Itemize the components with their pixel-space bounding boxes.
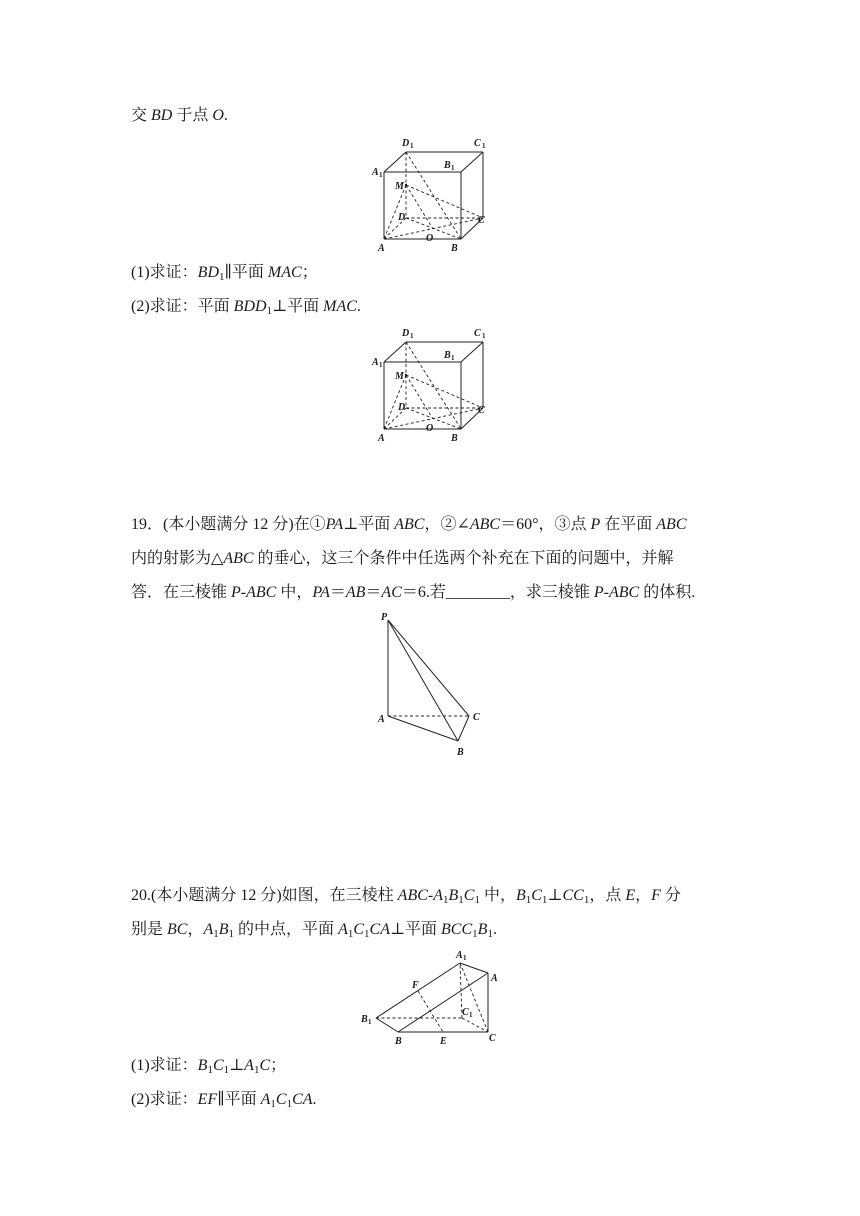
q18-intro: 交 BD 于点 O. — [131, 107, 228, 124]
q20-line1: 20.(本小题满分 12 分)如图，在三棱柱 ABC-$A_1B_1C_1$ 中，$B_1C_1\perp CC_1$，点 E，F 分 — [131, 887, 681, 906]
svg-text:D: D — [398, 402, 406, 413]
label-A: A — [491, 973, 498, 984]
svg-text:1: 1 — [410, 142, 414, 150]
svg-text:B: B — [451, 433, 458, 444]
cube-figure-2 — [366, 324, 496, 446]
svg-text:1: 1 — [469, 1011, 473, 1019]
svg-text:1: 1 — [379, 171, 383, 179]
q20-line2: 别是 BC，$A_1B_1$ 的中点，平面 $A_1C_1CA\perp$平面 $BCC_1B_1$. — [131, 921, 497, 940]
label-D: D — [398, 212, 406, 223]
svg-text:1: 1 — [482, 332, 486, 340]
label-O: O — [426, 233, 434, 244]
label-C1: C — [462, 1007, 469, 1018]
prism-figure — [358, 948, 508, 1048]
cube-figure-1 — [366, 134, 496, 256]
label-F: F — [412, 980, 419, 991]
label-B: B — [457, 747, 464, 758]
svg-text:A: A — [378, 433, 385, 444]
svg-text:O: O — [426, 423, 434, 434]
label-A: A — [378, 714, 385, 725]
q20-part1: (1)求证：$B_1C_1\perp A_1C$； — [131, 1057, 287, 1076]
label-A1: A — [456, 950, 463, 961]
label-P: P — [381, 612, 388, 623]
svg-text:1: 1 — [368, 1018, 372, 1026]
q19-line1: 19．(本小题满分 12 分)在①PA⊥平面 ABC，②∠ABC＝60°，③点 P 在平面 ABC — [131, 516, 687, 533]
label-A1: A — [372, 167, 379, 178]
svg-text:1: 1 — [451, 164, 455, 172]
svg-text:1: 1 — [451, 354, 455, 362]
label-B: B — [395, 1036, 402, 1047]
svg-text:1: 1 — [482, 142, 486, 150]
label-C: C — [473, 712, 480, 723]
svg-text:1: 1 — [463, 954, 467, 962]
label-C: C — [478, 215, 485, 226]
svg-text:C: C — [478, 405, 485, 416]
label-B1: B — [361, 1014, 368, 1025]
svg-text:1: 1 — [410, 332, 414, 340]
q19-line2: 内的射影为△ABC 的垂心，这三个条件中任选两个补充在下面的问题中，并解 — [131, 550, 674, 567]
label-C: C — [489, 1033, 496, 1044]
q20-part2: (2)求证：EF∥平面 $A_1C_1CA$. — [131, 1091, 317, 1110]
label-A: A — [378, 243, 385, 254]
q19-line3: 答．在三棱锥 P-ABC 中，PA＝AB＝AC＝6.若________，求三棱锥 P-ABC 的体积. — [131, 584, 696, 601]
label-B: B — [451, 243, 458, 254]
q18-part1: (1)求证：$BD_1\parallel$平面 MAC； — [131, 264, 318, 283]
label-E: E — [440, 1036, 447, 1047]
label-D1: D — [402, 138, 410, 149]
svg-text:1: 1 — [379, 361, 383, 369]
q18-part2: (2)求证：平面 $BDD_1\perp$平面 MAC. — [131, 298, 361, 317]
svg-text:C: C — [474, 328, 481, 339]
label-M: M — [395, 181, 404, 192]
label-C1: C — [474, 138, 481, 149]
label-B1: B — [444, 160, 451, 171]
pyramid-figure — [374, 610, 504, 760]
svg-text:A: A — [372, 357, 379, 368]
svg-text:D: D — [402, 328, 410, 339]
svg-text:B: B — [444, 350, 451, 361]
svg-text:M: M — [395, 371, 404, 382]
